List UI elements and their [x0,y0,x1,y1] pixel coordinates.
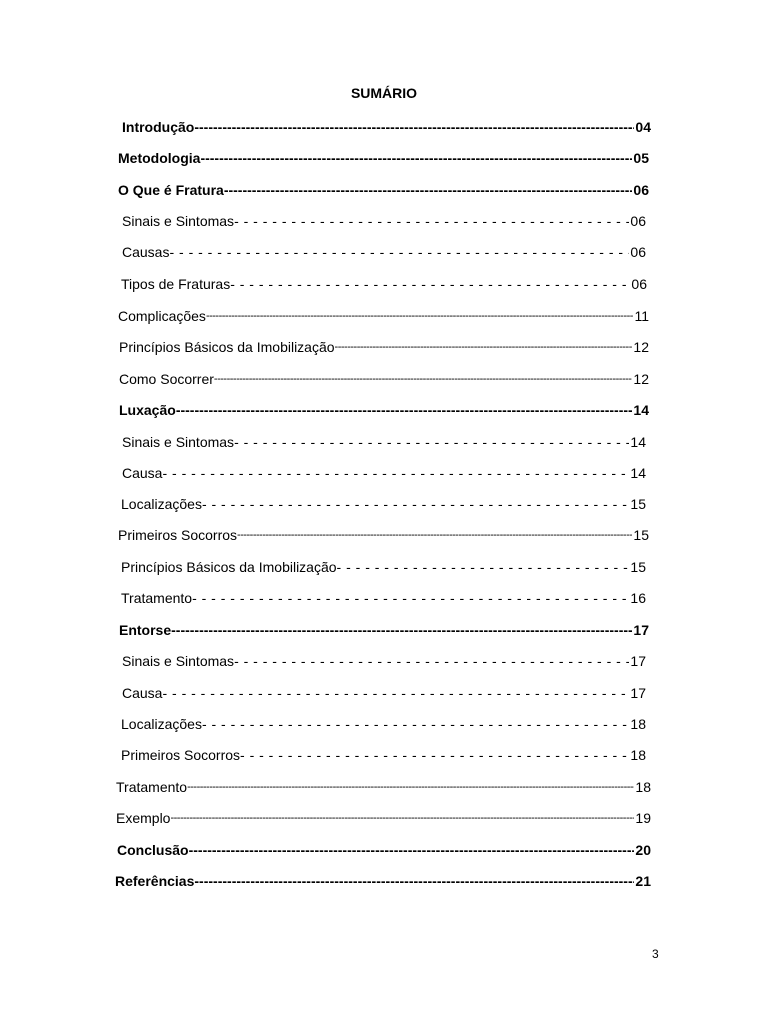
toc-entry-label: Causa [122,465,163,481]
dot-leader [170,807,634,827]
toc-entry-page: 05 [633,150,649,166]
toc-entry-label: Sinais e Sintomas [122,434,235,450]
toc-entry [122,241,646,261]
toc-entry [122,682,646,702]
toc-entry [119,368,649,388]
dot-leader [194,118,634,136]
dot-leader [335,336,633,356]
toc-entry-label: Referências [115,873,195,889]
dot-leader [192,589,629,607]
dot-leader [234,212,629,230]
toc-entry-page: 17 [633,622,649,638]
toc-entry-label: Tratamento [121,590,193,606]
toc-entry [119,336,649,356]
toc-entry [122,210,646,230]
dot-leader [234,652,629,670]
toc-entry-page: 18 [635,779,651,795]
toc-entry-page: 14 [630,434,646,450]
toc-entry-label: Primeiros Socorros [121,747,241,763]
dot-leader [206,305,634,325]
dot-leader [202,495,629,513]
dot-leader [194,872,634,890]
dot-leader [224,181,633,199]
dot-leader [187,776,634,796]
dot-leader [234,433,629,451]
dot-leader [171,621,632,639]
toc-entry-page: 12 [633,371,649,387]
toc-entry-label: Entorse [119,622,172,638]
toc-entry-page: 19 [635,810,651,826]
toc-entry [121,493,646,513]
toc-entry [121,273,647,293]
toc-entry [118,524,649,544]
page-title: SUMÁRIO [350,85,418,101]
toc-entry-page: 15 [633,527,649,543]
toc-entry-label: Como Socorrer [119,371,214,387]
toc-entry-label: Primeiros Socorros [118,527,238,543]
toc-entry-page: 18 [630,747,646,763]
toc-entry [116,776,651,796]
toc-entry [122,116,651,136]
toc-entry-label: Metodologia [118,150,201,166]
dot-leader [200,149,632,167]
toc-entry [119,399,649,419]
toc-entry-label: Sinais e Sintomas [122,653,235,669]
toc-entry-label: Conclusão [117,842,189,858]
dot-leader [202,715,629,733]
toc-entry-page: 12 [633,339,649,355]
toc-entry [122,650,646,670]
toc-entry-label: Sinais e Sintomas [122,213,235,229]
toc-entry-label: Tratamento [116,779,188,795]
toc-entry-page: 18 [630,716,646,732]
toc-entry-page: 06 [633,182,649,198]
toc-entry-page: 21 [635,873,651,889]
toc-entry [118,179,649,199]
toc-entry-page: 15 [630,559,646,575]
dot-leader [237,524,632,544]
dot-leader [162,464,629,482]
toc-entry-page: 04 [635,119,651,135]
toc-entry-label: Introdução [122,119,195,135]
toc-entry-page: 15 [630,496,646,512]
toc-entry-page: 06 [630,244,646,260]
dot-leader [230,275,630,293]
toc-entry [117,839,651,859]
toc-entry-label: Luxação [119,402,176,418]
toc-entry-label: O Que é Fratura [118,182,224,198]
dot-leader [337,558,630,576]
toc-entry [119,619,649,639]
toc-entry-page: 20 [635,842,651,858]
toc-entry-label: Localizações [121,716,202,732]
toc-entry-page: 17 [630,685,646,701]
toc-entry-label: Tipos de Fraturas [121,276,231,292]
toc-entry-page: 14 [630,465,646,481]
toc-entry-label: Causas [122,244,170,260]
toc-entry-label: Princípios Básicos da Imobilização [119,339,335,355]
toc-entry-label: Localizações [121,496,202,512]
dot-leader [214,368,633,388]
toc-entry [121,744,646,764]
toc-entry [121,556,646,576]
toc-entry-label: Complicações [118,308,206,324]
toc-entry [122,431,646,451]
toc-entry-page: 14 [633,402,649,418]
page-number: 3 [652,947,659,961]
toc-entry-page: 06 [631,276,647,292]
toc-entry-label: Exemplo [116,810,171,826]
dot-leader [162,684,629,702]
toc-entry [115,870,651,890]
toc-entry [122,462,646,482]
toc-entry [118,305,649,325]
toc-entry [121,587,646,607]
dot-leader [169,243,629,261]
toc-entry-label: Causa [122,685,163,701]
toc-entry-page: 06 [630,213,646,229]
dot-leader [189,841,635,859]
toc-entry [118,147,649,167]
toc-entry [121,713,646,733]
toc-entry-page: 17 [630,653,646,669]
toc-entry [116,807,651,827]
toc-entry-page: 11 [634,308,649,324]
dot-leader [240,746,629,764]
toc-entry-page: 16 [630,590,646,606]
toc-entry-label: Princípios Básicos da Imobilização [121,559,337,575]
dot-leader [176,401,633,419]
